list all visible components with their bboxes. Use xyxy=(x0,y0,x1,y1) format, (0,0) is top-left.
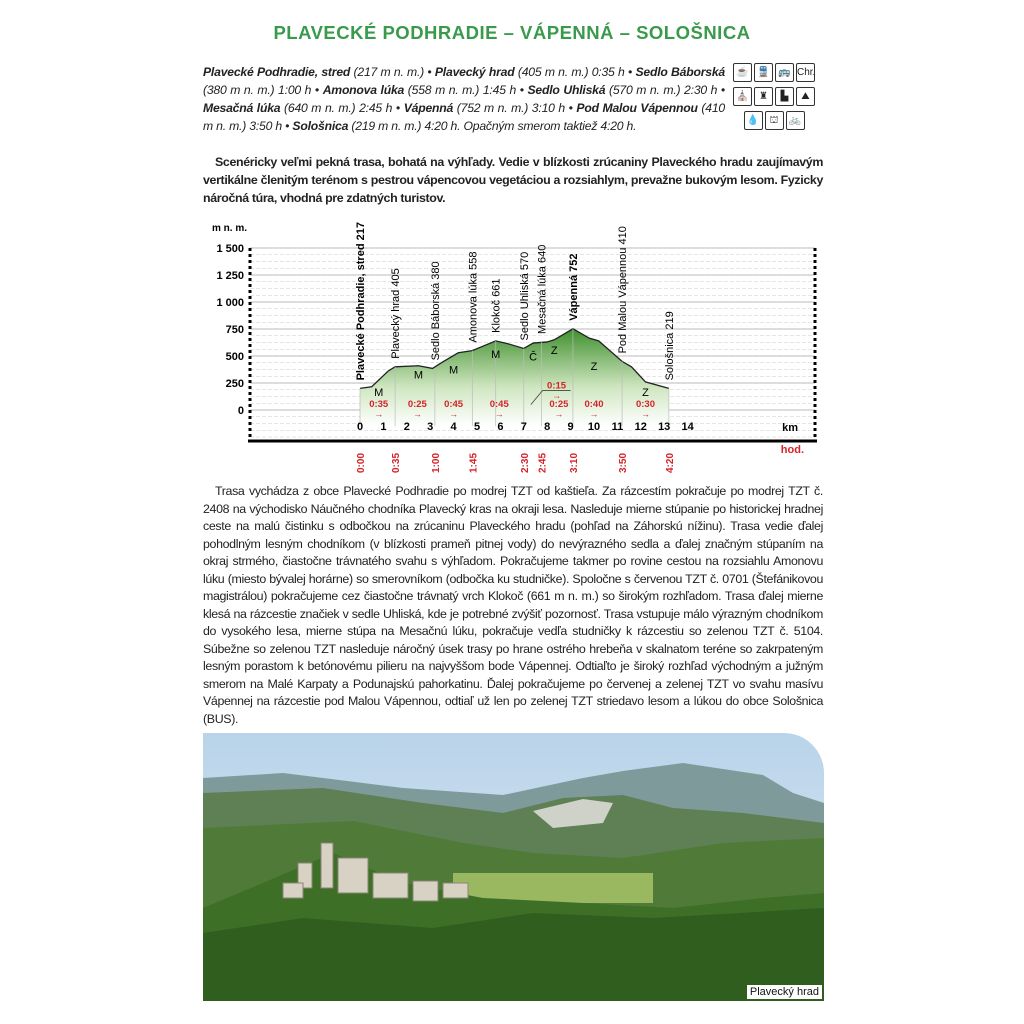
station-time: 0:00 xyxy=(356,452,367,473)
spring-icon: 💧 xyxy=(744,111,763,130)
shelter-icon: ⛫ xyxy=(765,111,784,130)
station-label: Sedlo Uhliská 570 xyxy=(518,251,531,341)
x-tick-label: 13 xyxy=(658,421,671,433)
x-tick-label: 1 xyxy=(380,421,387,433)
station-label: Plavecký hrad 405 xyxy=(390,268,403,359)
segment-time: 0:25 xyxy=(407,399,427,410)
photo-caption: Plavecký hrad xyxy=(747,985,822,999)
stop-altitude-time: (380 m n. m.) 1:00 h xyxy=(203,83,312,97)
trail-marking: M xyxy=(449,364,459,377)
x-axis-label: km xyxy=(782,422,798,434)
y-tick-label: 1 500 xyxy=(216,243,244,255)
stop-altitude-time: (217 m n. m.) xyxy=(350,65,425,79)
station-time: 2:30 xyxy=(519,452,531,473)
reverse-time: Opačným smerom taktiež 4:20 h. xyxy=(460,119,637,133)
station-time: 1:00 xyxy=(430,452,442,473)
station-time: 1:45 xyxy=(468,452,480,473)
facility-icons xyxy=(733,63,815,135)
segment-time: 0:30 xyxy=(635,399,655,410)
station-time: 4:20 xyxy=(664,452,676,473)
segment-time: 0:15 xyxy=(547,380,567,392)
stop-altitude-time: (219 m n. m.) 4:20 h. xyxy=(348,119,461,133)
landscape-image xyxy=(203,733,824,1001)
stop-altitude-time: (405 m n. m.) 0:35 h xyxy=(514,65,625,79)
elevation-profile-chart xyxy=(200,215,820,477)
intro-paragraph: Scenéricky veľmi pekná trasa, bohatá na výhľady. Vedie v blízkosti zrúcaniny Plaveckého hradu zaujímavým vertikálne členitým terénom s pestrou vápencovou vegetáciou a rozsiahlym, prevažne bukovým lesom. Fyzicky náročná túra, vhodná pre zdatných turistov. xyxy=(203,155,823,205)
y-tick-label: 750 xyxy=(225,324,244,336)
station-label: Amonova lúka 558 xyxy=(467,251,480,343)
train-icon: 🚆 xyxy=(754,63,773,82)
y-tick-label: 250 xyxy=(225,378,244,390)
station-time: 3:10 xyxy=(568,452,580,473)
segment-time: 0:45 xyxy=(489,399,509,410)
station-label: Vápenná 752 xyxy=(567,253,580,321)
x-tick-label: 10 xyxy=(587,421,601,433)
trail-marking: M xyxy=(374,386,384,399)
viewpoint-icon: ⛰ xyxy=(796,87,815,106)
x-tick-label: 9 xyxy=(567,421,574,433)
time-axis-label: hod. xyxy=(780,444,804,456)
church-icon: ⛪ xyxy=(733,87,752,106)
stop-name: Sedlo Báborská xyxy=(635,65,725,79)
x-tick-label: 5 xyxy=(473,421,481,433)
stop-name: Sedlo Uhliská xyxy=(527,83,606,97)
stop-name: Amonova lúka xyxy=(322,83,405,97)
station-time: 3:50 xyxy=(618,452,630,473)
station-label: Sedlo Báborská 380 xyxy=(429,261,442,361)
x-tick-label: 6 xyxy=(497,421,504,433)
x-tick-label: 2 xyxy=(403,421,410,433)
castle-photo xyxy=(203,733,824,1001)
trail-marking: Z xyxy=(550,344,558,357)
direction-arrow: → xyxy=(589,409,599,419)
direction-arrow: → xyxy=(494,409,504,419)
trail-marking: M xyxy=(413,369,424,382)
trail-marking: M xyxy=(491,349,501,362)
x-tick-label: 0 xyxy=(356,421,364,433)
stop-name: Mesačná lúka xyxy=(203,101,281,115)
segment-time: 0:45 xyxy=(444,399,464,410)
segment-time: 0:40 xyxy=(584,399,604,410)
ruin-icon: ▙ xyxy=(775,87,794,106)
y-tick-label: 500 xyxy=(225,351,244,363)
x-tick-label: 3 xyxy=(427,421,434,433)
stop-name: Plavecké Podhradie, stred xyxy=(203,65,351,79)
trail-marking: Č xyxy=(529,351,538,364)
station-time: 0:35 xyxy=(391,452,403,473)
chr-icon: Chr. xyxy=(796,63,815,82)
page-title: PLAVECKÉ PODHRADIE – VÁPENNÁ – SOLOŠNICA xyxy=(273,22,751,43)
station-label: Klokoč 661 xyxy=(490,278,503,333)
direction-arrow: → xyxy=(374,409,384,419)
route-description: Trasa vychádza z obce Plavecké Podhradie po modrej TZT od kaštieľa. Za rázcestím pokračuje po modrej TZT č. 2408 na východisko Náučného chodníka Plavecký kras na okraji lesa. Nasleduje mierne stúpanie po historickej hradnej ceste na malú čistinku s odbočkou na zrúcaninu Plaveckého hradu (pohľad na Záhorskú nížinu). Trasa vedie ďalej pohodlným lesným chodníkom (v blízkosti prameň pitnej vody) do nevýrazného sedla a ďalej značným stúpaním na okraj strmého, čiastočne trávnatého svahu s výhľadom. Pokračujeme takmer po rovine cestou na rozsiahlu Amonovu lúku (miesto bývalej horárne) so smerovníkom (odbočka ku studničke). Spoločne s červenou TZT č. 0701 (Štefánikovou magistrálou) pokračujeme cez čiastočne trávnatý vrch Klokoč (661 m n. m.) so širokým rozhľadom. Trasa ďalej mierne klesá na rázcestie značiek v sedle Uhliská, kde je potrebné zvýšiť pozornosť. Trasa vstupuje málo výrazným chodníkom do vysokého lesa, mierne stúpa na Mesačnú lúku, pokračuje vedľa studničky k rázcestiu so zelenou TZT č. 5104. Súbežne so zelenou TZT nasleduje náročný úsek trasy po hrane ostrého hrebeňa v skalnatom teréne so zakrpateným lesným porastom k betónovému pilieru na najvyššom bode Vápennej. Odtiaľto je široký rozhľad východným a južným smerom na Malé Karpaty a Podunajskú pahorkatinu. Ďalej pokračujeme po červenej a zelenej TZT vo svahu masívu Vápennej na rázcestie pod Malou Vápennou, odtiaľ už len po zelenej TZT striedavo lesom a lúkou do obce Sološnica (BUS). xyxy=(203,484,823,726)
x-tick-label: 4 xyxy=(450,421,457,433)
direction-arrow: → xyxy=(552,390,562,401)
x-tick-label: 12 xyxy=(634,421,647,433)
direction-arrow: → xyxy=(412,409,422,419)
station-label: Sološnica 219 xyxy=(663,311,676,381)
bus-icon: 🚌 xyxy=(775,63,794,82)
direction-arrow: → xyxy=(449,409,459,419)
stop-altitude-time: (752 m n. m.) 3:10 h xyxy=(453,101,565,115)
stop-name: Sološnica xyxy=(292,119,349,133)
x-tick-label: 7 xyxy=(520,421,527,433)
station-label: Mesačná lúka 640 xyxy=(536,244,549,334)
stop-altitude-time: (640 m n. m.) 2:45 h xyxy=(280,101,393,115)
stop-altitude-time: (558 m n. m.) 1:45 h xyxy=(404,83,517,97)
x-tick-label: 14 xyxy=(681,421,694,433)
segment-time: 0:35 xyxy=(369,399,389,410)
trail-marking: Z xyxy=(642,386,649,399)
route-summary: Plavecké Podhradie, stred (217 m n. m.) • Plavecký hrad (405 m n. m.) 0:35 h • Sedlo Báborská (380 m n. m.) 1:00 h • Amonova lúka (558 m n. m.) 1:45 h • Sedlo Uhliská (570 m n. m.) 2:30 h • Mesačná lúka (640 m n. m.) 2:45 h • Vápenná (752 m n. m.) 3:10 h • Pod Malou Vápennou (410 m n. m.) 3:50 h • Sološnica (219 m n. m.) 4:20 h. Opačným smerom taktiež 4:20 h. xyxy=(203,65,725,133)
direction-arrow: → xyxy=(554,409,564,419)
stop-altitude-time: (410 m n. m.) 3:50 h xyxy=(203,101,725,133)
castle-icon: ♜ xyxy=(754,87,773,106)
segment-time: 0:25 xyxy=(549,399,569,410)
stop-name: Plavecký hrad xyxy=(434,65,515,79)
station-time: 2:45 xyxy=(537,452,549,473)
coffee-icon: ☕ xyxy=(733,63,752,82)
y-tick-label: 1 250 xyxy=(216,270,244,282)
y-tick-label: 0 xyxy=(237,405,244,417)
station-label: Plavecké Podhradie, stred 217 xyxy=(355,222,367,381)
y-axis-label: m n. m. xyxy=(212,223,248,234)
stop-altitude-time: (570 m n. m.) 2:30 h xyxy=(605,83,718,97)
y-tick-label: 1 000 xyxy=(216,297,244,309)
trail-marking: Z xyxy=(590,361,598,374)
stop-name: Pod Malou Vápennou xyxy=(576,101,698,115)
x-tick-label: 11 xyxy=(611,421,624,433)
x-tick-label: 8 xyxy=(544,421,551,433)
direction-arrow: → xyxy=(640,409,650,419)
stop-name: Vápenná xyxy=(403,101,454,115)
station-label: Pod Malou Vápennou 410 xyxy=(617,226,630,354)
bicycle-icon: 🚲 xyxy=(786,111,805,130)
